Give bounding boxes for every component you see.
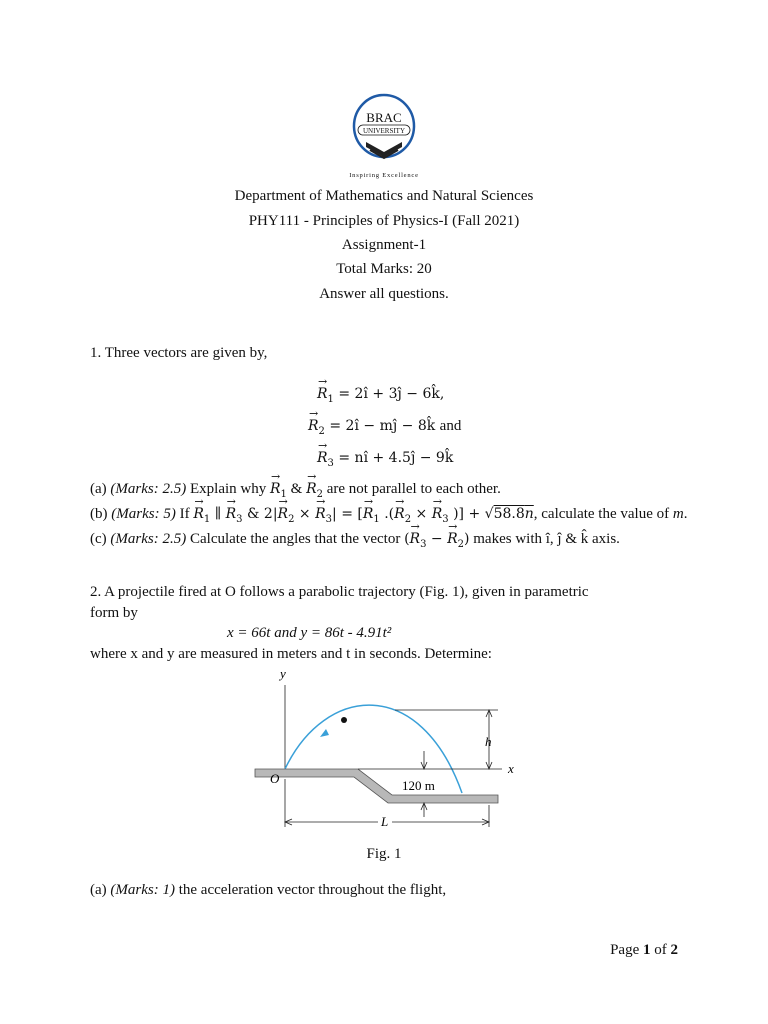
q1-part-a: (a) (Marks: 2.5) Explain why → $R_1$ & → $R_2$ are not parallel to each other.: [90, 481, 501, 500]
q1-eq2: → $R_2$ = 2î − mĵ − 8k̂ and: [308, 418, 461, 437]
course-title: PHY111 - Principles of Physics-I (Fall 2021): [248, 213, 520, 229]
fig-o-label: O: [270, 771, 280, 786]
q2-intro-line1: 2. A projectile fired at O follows a parabolic trajectory (Fig. 1), given in parametric: [90, 584, 589, 600]
trajectory-curve: [285, 705, 462, 793]
logo-line1: BRAC: [366, 110, 402, 125]
fig-depth-label: 120 m: [402, 778, 435, 793]
instruction: Answer all questions.: [319, 286, 449, 302]
q1-part-b: (b) (Marks: 5) $If \to R_1$ ∥ → $R_3$ & $2|\to R_2$ × → $R_3|$ = [→ $R_1$ .(→ $R_2$ × → $R_3$ )] + √58.8n, calculate the value of m.: [90, 506, 687, 525]
logo-tagline: Inspiring Excellence: [349, 172, 419, 179]
projectile-dot: [341, 717, 347, 723]
logo-line2: UNIVERSITY: [363, 127, 405, 135]
fig-x-label: x: [508, 761, 514, 776]
q1-eq3: → $R_3$ = nî + 4.5ĵ − 9k̂: [317, 450, 453, 469]
brac-university-logo: [344, 92, 424, 182]
q1-intro: 1. Three vectors are given by,: [90, 345, 268, 361]
projectile-figure: [250, 665, 520, 835]
total-marks: Total Marks: 20: [336, 261, 432, 277]
q2-intro-line2: form by: [90, 605, 138, 621]
department-title: Department of Mathematics and Natural Sciences: [234, 188, 534, 204]
assignment-title: Assignment-1: [341, 237, 427, 253]
figure-caption: Fig. 1: [366, 846, 402, 862]
q1-part-c: (c) (Marks: 2.5) Calculate the angles that the vector (→ $R_3$ − → $R_2$) makes with î, ĵ & k̂ axis.: [90, 531, 620, 550]
page-number: Page 1 of 2: [610, 942, 678, 958]
q2-part-a: (a) (Marks: 1) the acceleration vector throughout the flight,: [90, 882, 447, 898]
fig-h-label: h: [485, 734, 492, 749]
q1-eq1: → $R_1$ = 2î + 3ĵ − 6k̂,: [317, 386, 444, 405]
fig-y-label: y: [280, 666, 286, 681]
q2-equation: x = 66t and y = 86t - 4.91t²: [227, 625, 392, 641]
q2-intro-line3: where x and y are measured in meters and t in seconds. Determine:: [90, 646, 492, 662]
ground: [255, 769, 498, 803]
fig-l-label: L: [381, 814, 389, 829]
trajectory-arrow: [320, 729, 329, 737]
